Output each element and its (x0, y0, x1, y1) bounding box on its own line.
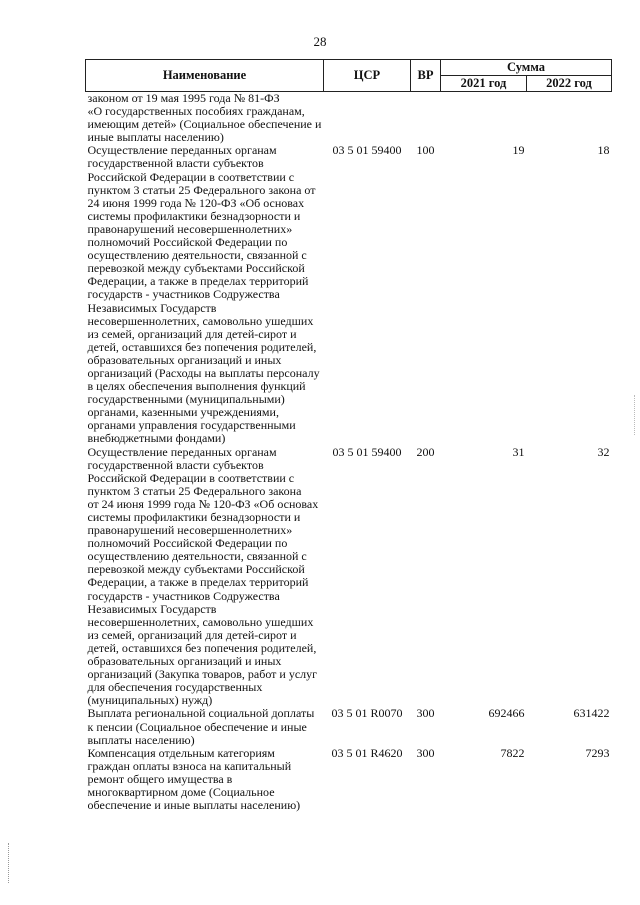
row-amount-2021 (441, 92, 527, 145)
row-name-line: осуществлению деятельности, связанной с (87, 248, 307, 263)
row-name-line: детей, оставшихся без попечения родителей, (87, 640, 317, 655)
page-number: 28 (313, 34, 327, 49)
row-name-line: образовательных организаций и иных (87, 352, 282, 367)
header-vr: ВР (411, 60, 441, 92)
row-name-line: осуществлению деятельности, связанной с (87, 549, 307, 564)
row-amount-2021: 31 (512, 444, 525, 459)
header-year-2022: 2022 год (527, 76, 612, 92)
row-amount-2022: 7293 (585, 745, 610, 760)
row-name-line: для обеспечения государственных (87, 680, 263, 695)
row-name-line: Выплата региональной социальной доплаты (87, 706, 315, 721)
row-amount-2022 (527, 92, 612, 145)
row-name-line: 24 июня 1999 года № 120-ФЗ «Об основах (87, 195, 305, 210)
row-name-line: Российской Федерации в соответствии с (87, 169, 295, 184)
table-body (86, 92, 612, 813)
row-name-line: ремонт общего имущества в (87, 771, 233, 786)
row-name-line: правонарушений несовершеннолетних» (87, 523, 293, 538)
row-name (86, 747, 324, 812)
row-name-line: полномочий Российской Федерации по (87, 235, 288, 250)
budget-table (85, 59, 612, 812)
table-row (86, 747, 612, 812)
row-name-line: организаций (Закупка товаров, работ и услуг (87, 667, 318, 682)
row-name-line: детей, оставшихся без попечения родителей, (87, 339, 317, 354)
row-name-line: Компенсация отдельным категориям (87, 745, 275, 760)
row-amount-2022: 18 (597, 143, 610, 158)
row-vr: 100 (416, 143, 435, 158)
row-name-line: несовершеннолетних, самовольно ушедших (87, 313, 314, 328)
header-sum: Сумма (441, 60, 612, 76)
row-name-line: обеспечение и иные выплаты населению) (87, 798, 301, 813)
row-name (86, 446, 324, 708)
row-name-line: пунктом 3 статьи 25 Федерального закона (87, 483, 302, 498)
row-name-line: «О государственных пособиях гражданам, (87, 104, 305, 119)
row-name (86, 144, 324, 445)
row-csr: 03 5 01 R4620 (331, 745, 403, 760)
row-name-line: выплаты населению) (87, 732, 195, 747)
row-name-line: государств - участников Содружества (87, 588, 280, 603)
row-amount-2021: 7822 (500, 745, 525, 760)
row-name-line: правонарушений несовершеннолетних» (87, 221, 293, 236)
table-row (86, 92, 612, 145)
row-name-line: законом от 19 мая 1995 года № 81-ФЗ (87, 91, 280, 105)
row-name-line: государств - участников Содружества (87, 287, 280, 302)
row-amount-2022: 631422 (573, 706, 610, 721)
row-name-line: системы профилактики безнадзорности и (87, 510, 301, 524)
row-name-line: граждан оплаты взноса на капитальный (87, 758, 292, 773)
row-name (86, 92, 324, 145)
table-row (86, 144, 612, 445)
row-name-line: многоквартирном доме (Социальное (87, 784, 275, 799)
row-name-line: от 24 июня 1999 года № 120-ФЗ «Об основах (87, 496, 319, 511)
row-name-line: Российской Федерации в соответствии с (87, 470, 295, 485)
row-name-line: Федерации, а также в пределах территорий (87, 274, 309, 289)
row-csr: 03 5 01 59400 (332, 143, 402, 158)
header-csr: ЦСР (324, 60, 411, 92)
header-name: Наименование (86, 60, 324, 92)
row-name-line: иные выплаты населению) (87, 130, 224, 145)
row-name-line: государственной власти субъектов (87, 457, 264, 472)
row-name-line: образовательных организаций и иных (87, 654, 282, 669)
row-name-line: перевозкой между субъектами Российской (87, 562, 305, 577)
row-name-line: органами, казенными учреждениями, (87, 405, 279, 420)
table-row (86, 707, 612, 746)
row-name-line: несовершеннолетних, самовольно ушедших (87, 614, 314, 629)
row-vr: 300 (416, 706, 435, 721)
row-vr (411, 92, 441, 145)
row-amount-2021: 692466 (488, 706, 525, 721)
scan-margin-mark (8, 843, 11, 883)
row-name-line: Независимых Государств (87, 300, 217, 315)
row-name-line: организаций (Расходы на выплаты персоналу (87, 365, 320, 380)
row-name-line: имеющим детей» (Социальное обеспечение и (87, 117, 322, 132)
table-row (86, 446, 612, 708)
row-vr: 300 (416, 745, 435, 760)
row-name (86, 707, 324, 746)
row-name-line: из семей, организаций для детей-сирот и (87, 326, 297, 341)
scan-margin-mark-right (634, 395, 636, 435)
row-name-line: Осуществление переданных органам (87, 143, 277, 158)
row-name-line: полномочий Российской Федерации по (87, 536, 288, 551)
row-name-line: пунктом 3 статьи 25 Федерального закона от (87, 182, 316, 197)
row-csr: 03 5 01 59400 (332, 444, 402, 459)
row-vr: 200 (416, 444, 435, 459)
row-name-line: Независимых Государств (87, 601, 217, 616)
row-amount-2021: 19 (512, 143, 525, 158)
row-name-line: к пенсии (Социальное обеспечение и иные (87, 719, 307, 734)
row-name-line: государственными (муниципальными) (87, 392, 285, 407)
row-name-line: системы профилактики безнадзорности и (87, 208, 301, 223)
row-csr: 03 5 01 R0070 (331, 706, 403, 721)
row-name-line: (муниципальных) нужд) (87, 693, 213, 708)
row-name-line: Осуществление переданных органам (87, 444, 277, 459)
row-name-line: государственной власти субъектов (87, 156, 264, 171)
header-year-2021: 2021 год (441, 76, 527, 92)
row-name-line: органами управления государственными (87, 418, 296, 433)
row-name-line: в целях обеспечения выполнения функций (87, 379, 306, 394)
row-name-line: перевозкой между субъектами Российской (87, 261, 305, 276)
row-name-line: внебюджетными фондами) (87, 431, 226, 446)
row-name-line: из семей, организаций для детей-сирот и (87, 627, 297, 642)
row-csr (324, 92, 411, 145)
row-amount-2022: 32 (597, 444, 610, 459)
row-name-line: Федерации, а также в пределах территорий (87, 575, 309, 590)
